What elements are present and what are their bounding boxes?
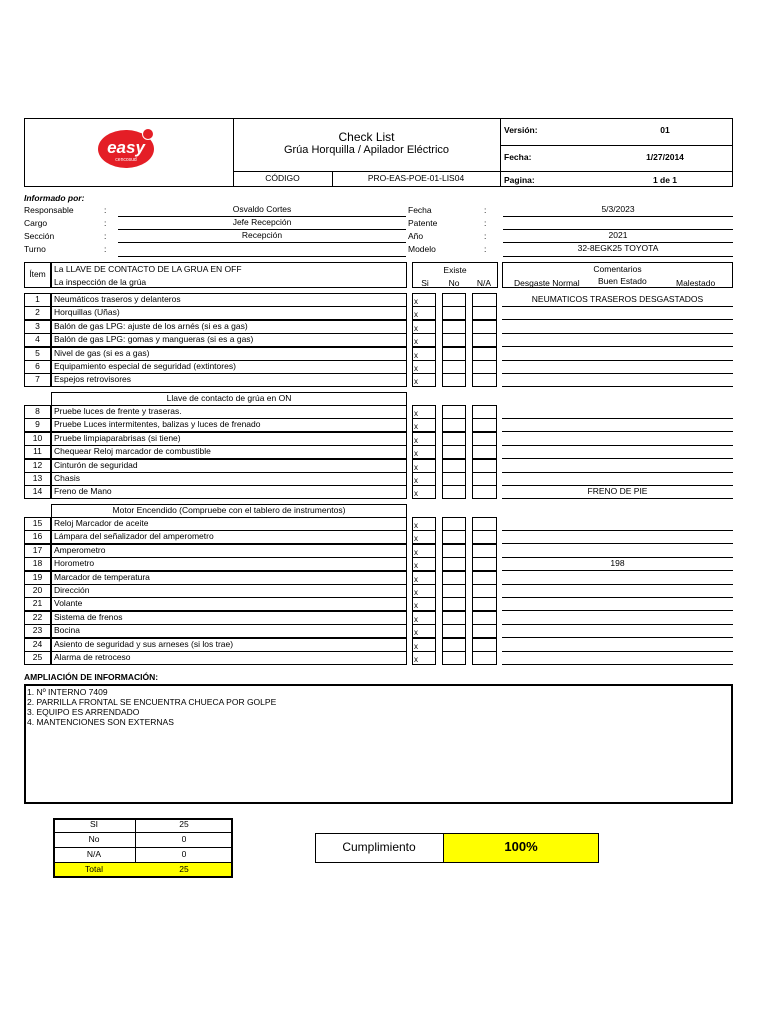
item-description: Lámpara del señalizador del amperometro <box>54 531 214 541</box>
item-description: Horquillas (Uñas) <box>54 307 120 317</box>
item-description: Asiento de seguridad y sus arneses (si los trae) <box>54 639 234 649</box>
summary-na-value: 0 <box>181 849 187 859</box>
item-description: Bocina <box>54 625 80 635</box>
no-checkbox[interactable] <box>442 597 466 611</box>
summary-si-value: 25 <box>179 819 189 829</box>
comentarios-header: Comentarios <box>593 264 642 274</box>
item-description: Equipamiento especial de seguridad (extintores) <box>54 361 236 371</box>
cargo-value: Jefe Recepción <box>232 217 292 227</box>
si-mark: x <box>414 364 418 373</box>
no-checkbox[interactable] <box>442 445 466 459</box>
na-checkbox[interactable] <box>472 293 497 307</box>
item-number: 10 <box>32 433 43 443</box>
item-number: 7 <box>35 374 40 384</box>
summary-no-label: No <box>88 834 100 844</box>
si-mark: x <box>414 521 418 530</box>
item-description: Marcador de temperatura <box>54 572 150 582</box>
item-number: 4 <box>35 334 40 344</box>
si-mark: x <box>414 463 418 472</box>
ampliacion-line: 1. Nº INTERNO 7409 <box>27 687 108 697</box>
na-checkbox[interactable] <box>472 517 497 531</box>
item-description: Espejos retrovisores <box>54 374 132 384</box>
section-motor-encendido: Motor Encendido (Compruebe con el tablero de instrumentos) <box>112 505 346 515</box>
item-description: Alarma de retroceso <box>54 652 131 662</box>
cumplimiento-value: 100% <box>504 839 538 854</box>
cumplimiento-box <box>315 833 599 863</box>
item-description: Amperometro <box>54 545 106 555</box>
existe-header: Existe <box>443 265 467 275</box>
ampliacion-line: 3. EQUIPO ES ARRENDADO <box>27 707 140 717</box>
no-checkbox[interactable] <box>442 418 466 432</box>
item-comment: FRENO DE PIE <box>587 486 648 496</box>
seccion-value: Recepción <box>241 230 283 240</box>
responsable-value: Osvaldo Cortes <box>232 204 292 214</box>
na-checkbox[interactable] <box>472 485 497 499</box>
anio-value: 2021 <box>608 230 628 240</box>
item-description: Freno de Mano <box>54 486 112 496</box>
si-mark: x <box>414 601 418 610</box>
item-number: 21 <box>32 598 43 608</box>
si-header: Si <box>421 278 429 288</box>
item-description: Balón de gas LPG: ajuste de los arnés (si es a gas) <box>54 321 248 331</box>
brand-sub: cencosud <box>115 157 137 163</box>
modelo-value: 32-8EGK25 TOYOTA <box>577 243 659 253</box>
summary-total-label: Total <box>85 864 103 874</box>
no-checkbox[interactable] <box>442 517 466 531</box>
seccion-label: Sección <box>24 231 55 241</box>
item-number: 23 <box>32 625 43 635</box>
item-comment: NEUMATICOS TRASEROS DESGASTADOS <box>531 294 704 304</box>
item-description: Cinturón de seguridad <box>54 460 138 470</box>
item-description: Dirección <box>54 585 90 595</box>
buen-estado-header: Buen Estado <box>598 276 647 286</box>
summary-na-label: N/A <box>86 849 102 859</box>
fecha-label: Fecha: <box>504 152 532 162</box>
na-checkbox[interactable] <box>472 405 497 419</box>
item-description: Chasis <box>54 473 80 483</box>
item-description: Volante <box>54 598 83 608</box>
na-checkbox[interactable] <box>472 597 497 611</box>
item-number: 22 <box>32 612 43 622</box>
no-checkbox[interactable] <box>442 293 466 307</box>
item-number: 9 <box>35 419 40 429</box>
na-checkbox[interactable] <box>472 557 497 571</box>
na-checkbox[interactable] <box>472 544 497 558</box>
na-checkbox[interactable] <box>472 651 497 665</box>
si-mark: x <box>414 449 418 458</box>
summary-table <box>53 818 233 878</box>
no-checkbox[interactable] <box>442 432 466 446</box>
doc-subtitle: Grúa Horquilla / Apilador Eléctrico <box>283 144 450 156</box>
na-checkbox[interactable] <box>472 347 497 361</box>
cumplimiento-label: Cumplimiento <box>342 840 416 854</box>
item-number: 24 <box>32 639 43 649</box>
na-checkbox[interactable] <box>472 418 497 432</box>
si-mark: x <box>414 534 418 543</box>
modelo-label: Modelo <box>408 244 436 254</box>
informado-heading: Informado por: <box>24 193 85 203</box>
no-header: No <box>448 278 460 288</box>
no-checkbox[interactable] <box>442 530 466 544</box>
item-header: Ítem <box>29 269 46 279</box>
anio-label: Año <box>408 231 424 241</box>
responsable-label: Responsable <box>24 205 74 215</box>
summary-total-value: 25 <box>179 864 189 874</box>
no-checkbox[interactable] <box>442 373 466 387</box>
item-description: Nivel de gas (si es a gas) <box>54 348 150 358</box>
na-checkbox[interactable] <box>472 624 497 638</box>
instruction-off: La LLAVE DE CONTACTO DE LA GRUA EN OFF <box>54 264 242 274</box>
item-number: 5 <box>35 348 40 358</box>
na-checkbox[interactable] <box>472 571 497 585</box>
na-checkbox[interactable] <box>472 472 497 486</box>
item-number: 2 <box>35 307 40 317</box>
item-number: 13 <box>32 473 43 483</box>
no-checkbox[interactable] <box>442 624 466 638</box>
item-number: 8 <box>35 406 40 416</box>
si-mark: x <box>414 351 418 360</box>
item-number: 11 <box>33 446 42 456</box>
item-description: Neumáticos traseros y delanteros <box>54 294 181 304</box>
na-checkbox[interactable] <box>472 459 497 473</box>
si-mark: x <box>414 422 418 431</box>
si-mark: x <box>414 655 418 664</box>
no-checkbox[interactable] <box>442 571 466 585</box>
item-number: 12 <box>32 460 43 470</box>
si-mark: x <box>414 409 418 418</box>
item-number: 1 <box>35 294 40 304</box>
item-description: Pruebe luces de frente y traseras. <box>54 406 182 416</box>
item-description: Balón de gas LPG: gomas y mangueras (si es a gas) <box>54 334 254 344</box>
mal-estado-header: Malestado <box>676 278 716 288</box>
no-checkbox[interactable] <box>442 557 466 571</box>
ampliacion-heading: AMPLIACIÓN DE INFORMACIÓN: <box>24 672 159 682</box>
si-mark: x <box>414 476 418 485</box>
si-mark: x <box>414 548 418 557</box>
item-number: 15 <box>32 518 43 528</box>
ampliacion-line: 4. MANTENCIONES SON EXTERNAS <box>27 717 174 727</box>
item-description: Reloj Marcador de aceite <box>54 518 149 528</box>
no-checkbox[interactable] <box>442 405 466 419</box>
summary-no-value: 0 <box>181 834 187 844</box>
desgaste-header: Desgaste Normal <box>514 278 580 288</box>
no-checkbox[interactable] <box>442 544 466 558</box>
si-mark: x <box>414 561 418 570</box>
si-mark: x <box>414 615 418 624</box>
doc-title: Check List <box>338 130 395 144</box>
si-mark: x <box>414 377 418 386</box>
no-checkbox[interactable] <box>442 306 466 320</box>
codigo-label: CÓDIGO <box>265 173 300 183</box>
si-mark: x <box>414 297 418 306</box>
pagina-label: Pagina: <box>504 175 535 185</box>
no-checkbox[interactable] <box>442 638 466 652</box>
na-header: N/A <box>476 278 492 288</box>
no-checkbox[interactable] <box>442 472 466 486</box>
turno-label: Turno <box>24 244 46 254</box>
no-checkbox[interactable] <box>442 320 466 334</box>
item-number: 25 <box>32 652 43 662</box>
version-value: 01 <box>660 125 670 135</box>
instruction-inspeccion: La inspección de la grúa <box>54 277 147 287</box>
na-checkbox[interactable] <box>472 320 497 334</box>
na-checkbox[interactable] <box>472 432 497 446</box>
item-number: 14 <box>32 486 43 496</box>
codigo-value: PRO-EAS-POE-01-LIS04 <box>367 173 465 183</box>
no-checkbox[interactable] <box>442 360 466 374</box>
easy-logo <box>98 130 154 168</box>
item-number: 20 <box>32 585 43 595</box>
item-number: 16 <box>32 531 43 541</box>
patente-label: Patente <box>408 218 438 228</box>
no-checkbox[interactable] <box>442 611 466 625</box>
na-checkbox[interactable] <box>472 373 497 387</box>
na-checkbox[interactable] <box>472 333 497 347</box>
ampliacion-box <box>24 684 733 804</box>
si-mark: x <box>414 337 418 346</box>
item-description: Chequear Reloj marcador de combustible <box>54 446 211 456</box>
version-label: Versión: <box>504 125 538 135</box>
na-checkbox[interactable] <box>472 360 497 374</box>
si-mark: x <box>414 575 418 584</box>
na-checkbox[interactable] <box>472 445 497 459</box>
item-description: Sistema de frenos <box>54 612 123 622</box>
brand-name: easy <box>107 138 145 157</box>
item-description: Horometro <box>54 558 95 568</box>
fecha-value: 1/27/2014 <box>646 152 684 162</box>
si-mark: x <box>414 642 418 651</box>
fecha-info-label: Fecha <box>408 205 432 215</box>
fecha-info-value: 5/3/2023 <box>601 204 635 214</box>
cargo-label: Cargo <box>24 218 48 228</box>
si-mark: x <box>414 436 418 445</box>
item-comment: 198 <box>610 558 625 568</box>
item-description: Pruebe limpiaparabrisas (si tiene) <box>54 433 181 443</box>
no-checkbox[interactable] <box>442 485 466 499</box>
si-mark: x <box>414 588 418 597</box>
na-checkbox[interactable] <box>472 530 497 544</box>
na-checkbox[interactable] <box>472 306 497 320</box>
si-mark: x <box>414 628 418 637</box>
summary-si-label: SI <box>89 819 99 829</box>
section-llave-on: Llave de contacto de grúa en ON <box>166 393 292 403</box>
item-number: 3 <box>35 321 40 331</box>
si-mark: x <box>414 489 418 498</box>
no-checkbox[interactable] <box>442 347 466 361</box>
no-checkbox[interactable] <box>442 459 466 473</box>
item-number: 19 <box>32 572 43 582</box>
item-number: 18 <box>32 558 43 568</box>
si-mark: x <box>414 310 418 319</box>
pagina-value: 1 de 1 <box>652 175 678 185</box>
ampliacion-line: 2. PARRILLA FRONTAL SE ENCUENTRA CHUECA POR GOLPE <box>27 697 277 707</box>
na-checkbox[interactable] <box>472 611 497 625</box>
no-checkbox[interactable] <box>442 333 466 347</box>
item-description: Pruebe Luces intermitentes, balizas y luces de frenado <box>54 419 261 429</box>
no-checkbox[interactable] <box>442 584 466 598</box>
item-number: 17 <box>32 545 43 555</box>
na-checkbox[interactable] <box>472 584 497 598</box>
si-mark: x <box>414 324 418 333</box>
no-checkbox[interactable] <box>442 651 466 665</box>
item-number: 6 <box>35 361 40 371</box>
na-checkbox[interactable] <box>472 638 497 652</box>
